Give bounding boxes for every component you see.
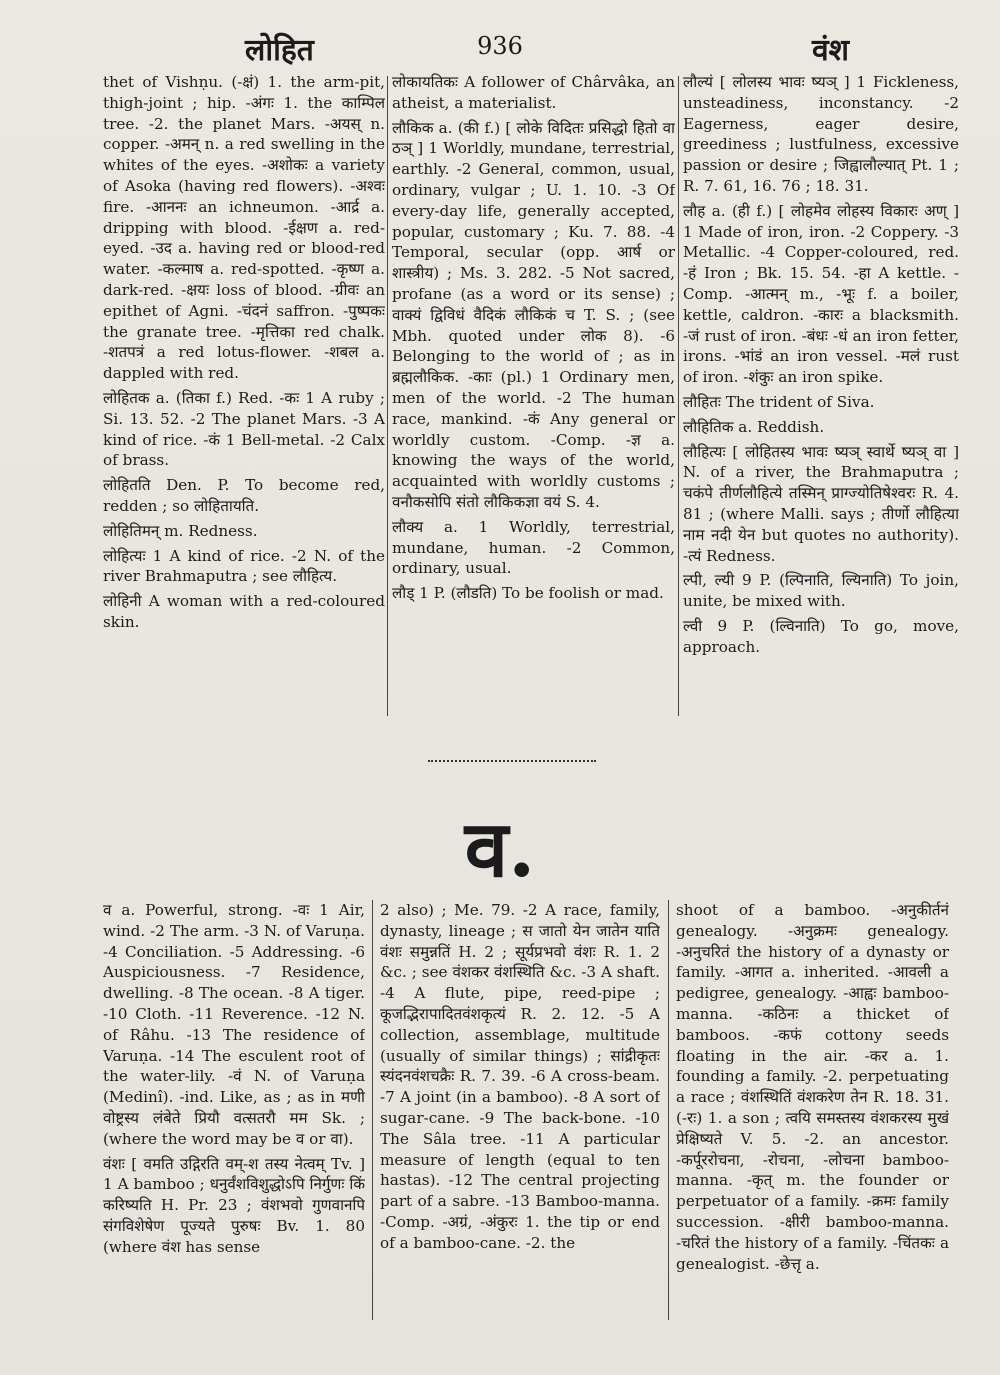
dictionary-entry: लौहित्यः [ लोहितस्य भावः ष्यञ् स्वार्थे ष्यञ् वा ] N. of a river, the Brahmaputra ; चकंपे तीर्णलौहित्ये तस्मिन् प्राग्ज्योतिषेश्वरः R. 4. 81 ; (where Malli. says ; तीर्णो लौहित्या नाम नदी येन but quotes no authority). -त्यं Redness. xyxy=(683,442,959,565)
dictionary-entry: लौड् 1 P. (लौडति) To be foolish or mad. xyxy=(392,584,664,603)
dictionary-entry: लौह a. (ही f.) [ लोहमेव लोहस्य विकारः अण् ] 1 Made of iron, iron. -2 Coppery. -3 Metallic. -4 Copper-coloured, red. -हं Iron ; Bk. 15. 54. -हा A kettle. -Comp. -आत्मन् m., -भूः f. a boiler, kettle, caldron. -कारः a blacksmith. -जं rust of iron. -बंधः -धं an iron fetter, irons. -भांडं an iron vessel. -मलं rust of iron. -शंकुः an iron spike. xyxy=(683,201,959,387)
dictionary-entry: लौक्य a. 1 Worldly, terrestrial, mundane, human. -2 Common, ordinary, usual. xyxy=(392,517,675,578)
dictionary-entry: वंशः [ वमति उद्गिरति वम्-श तस्य नेत्वम् Tv. ] 1 A bamboo ; धनुर्वंशविशुद्धोऽपि निर्गुणः किं करिष्यति H. Pr. 23 ; वंशभवो गुणवानपि संगविशेषेण पूज्यते पुरुषः Bv. 1. 80 (where वंश has sense xyxy=(103,1154,365,1256)
top-column-1 xyxy=(103,72,385,722)
running-header xyxy=(0,22,1000,70)
column-rule xyxy=(387,76,388,716)
dictionary-entry: लोहिनी A woman with a red-coloured skin. xyxy=(103,592,385,631)
dictionary-entry: लौकिक a. (की f.) [ लोके विदितः प्रसिद्धो हितो वा ठञ् ] 1 Worldly, mundane, terrestrial, earthly. -2 General, common, usual, ordinary, vulgar ; U. 1. 10. -3 Of every-day life, generally accepted, popular, customary ; Ku. 7. 88. -4 Temporal, secular (opp. आर्ष or शास्त्रीय) ; Ms. 3. 282. -5 Not sacred, profane (as a word or its sense) ; वाक्यं द्विविधं वैदिकं लौकिकं च T. S. ; (see Mbh. quoted under लोक 8). -6 Belonging to the world of ; as in ब्रह्मलौकिक. -काः (pl.) 1 Ordinary men, men of the world. -2 The human race, mankind. -कं Any general or worldly custom. -Comp. -ज्ञ a. knowing the ways of the world, acquainted with worldly customs ; वनौकसोपि संतो लौकिकज्ञा वयं S. 4. xyxy=(392,118,675,511)
page-number: 936 xyxy=(477,32,523,60)
dictionary-entry: लोहितिमन् m. Redness. xyxy=(103,521,258,540)
dictionary-entry: लोकायतिकः A follower of Chârvâka, an atheist, a materialist. xyxy=(392,73,675,112)
dictionary-entry: व a. Powerful, strong. -वः 1 Air, wind. -2 The arm. -3 N. of Varuṇa. -4 Conciliation. -5 Addressing. -6 Auspiciousness. -7 Residence, dwelling. -8 The ocean. -8 A tiger. -10 Cloth. -11 Reverence. -12 N. of Râhu. -13 The residence of Varuṇa. -14 The esculent root of the water-lily. -वं N. of Varuṇa (Medinî). -ind. Like, as ; as in मणी वोष्ट्रस्य लंबेते प्रियौ वत्सतरौ मम Sk. ; (where the word may be व or वा). xyxy=(103,901,365,1148)
dictionary-entry: लौहितिक a. Reddish. xyxy=(683,417,825,436)
dictionary-entry: लौहितः The trident of Siva. xyxy=(683,392,875,411)
dictionary-entry: shoot of a bamboo. -अनुकीर्तनं genealogy. -अनुक्रमः genealogy. -अनुचरितं the history of a dynasty or family. -आगत a. inherited. -आवली a pedigree, genealogy. -आह्वः bamboo-manna. -कठिनः a thicket of bamboos. -कफं cottony seeds floating in the air. -कर a. 1. founding a family. -2. perpetuating a race ; वंशस्थितिं वंशकरेण तेन R. 18. 31. (-रः) 1. a son ; त्वयि समस्तस्य वंशकरस्य मुखं प्रेक्षिष्यते V. 5. -2. an ancestor. -कर्पूररोचना, -रोचना, -लोचना bamboo-manna. -कृत् m. the founder or perpetuator of a family. -क्रमः family succession. -क्षीरी bamboo-manna. -चरितं the history of a family. -चिंतकः a genealogist. -छेत्तृ a. xyxy=(676,901,949,1273)
top-column-2 xyxy=(392,72,675,722)
column-rule xyxy=(678,76,679,716)
dictionary-entry: thet of Vishṇu. (-क्षं) 1. the arm-pit, thigh-joint ; hip. -अंगः 1. the काम्पिल tree. -2. the planet Mars. -अयस् n. copper. -अमन् n. a red swelling in the whites of the eyes. -अशोकः a variety of Asoka (having red flowers). -अश्वः fire. -आननः an ichneumon. -आर्द्र a. dripping with blood. -ईक्षण a. red-eyed. -उद a. having red or blood-red water. -कल्माष a. red-spotted. -कृष्ण a. dark-red. -क्षयः loss of blood. -ग्रीवः an epithet of Agni. -चंदनं saffron. -पुष्पकः the granate tree. -मृत्तिका red chalk. -शतपत्रं a red lotus-flower. -शबल a. dappled with red. xyxy=(103,73,385,383)
dictionary-entry: लोहितक a. (तिका f.) Red. -कः 1 A ruby ; Si. 13. 52. -2 The planet Mars. -3 A kind of rice. -कं 1 Bell-metal. -2 Calx of brass. xyxy=(103,388,385,470)
section-divider xyxy=(428,760,596,766)
column-rule xyxy=(372,900,373,1320)
top-column-3 xyxy=(683,72,959,722)
bottom-column-2 xyxy=(380,900,660,1320)
dictionary-entry: 2 also) ; Me. 79. -2 A race, family, dynasty, lineage ; स जातो येन जातेन याति वंशः समुन्नतिं H. 2 ; सूर्यप्रभवो वंशः R. 1. 2 &c. ; see वंशकर वंशस्थिति &c. -3 A shaft. -4 A flute, pipe, reed-pipe ; कूजद्भिरापादितवंशकृत्यं R. 2. 12. -5 A collection, assemblage, multitude (usually of similar things) ; सांद्रीकृतः स्यंदनवंशचक्रैः R. 7. 39. -6 A cross-beam. -7 A joint (in a bamboo). -8 A sort of sugar-cane. -9 The back-bone. -10 The Sâla tree. -11 A particular measure of length (equal to ten hastas). -12 The central projecting part of a sabre. -13 Bamboo-manna. -Comp. -अग्रं, -अंकुरः 1. the tip or end of a bamboo-cane. -2. the xyxy=(380,901,660,1252)
column-rule xyxy=(668,900,669,1320)
bottom-column-1 xyxy=(103,900,365,1320)
dictionary-entry: लोहित्यः 1 A kind of rice. -2 N. of the river Brahmaputra ; see लौहित्य. xyxy=(103,546,385,586)
dictionary-entry: ल्वी 9 P. (ल्विनाति) To go, move, approach. xyxy=(683,616,959,656)
header-left-guide-word: लोहित xyxy=(245,33,314,68)
header-right-guide-word: वंश xyxy=(812,33,850,68)
section-letter-heading: व. xyxy=(464,804,536,895)
dictionary-entry: लौल्यं [ लोलस्य भावः ष्यञ् ] 1 Fickleness, unsteadiness, inconstancy. -2 Eagerness, eager desire, greediness ; lustfulness, excessive passion or desire ; जिह्वालौल्यात् Pt. 1 ; R. 7. 61, 16. 76 ; 18. 31. xyxy=(683,73,959,195)
dictionary-entry: लोहितति Den. P. To become red, redden ; so लोहितायति. xyxy=(103,476,385,515)
dictionary-entry: ल्पी, ल्यी 9 P. (ल्पिनाति, ल्यिनाति) To join, unite, be mixed with. xyxy=(683,571,959,611)
bottom-column-3 xyxy=(676,900,949,1320)
